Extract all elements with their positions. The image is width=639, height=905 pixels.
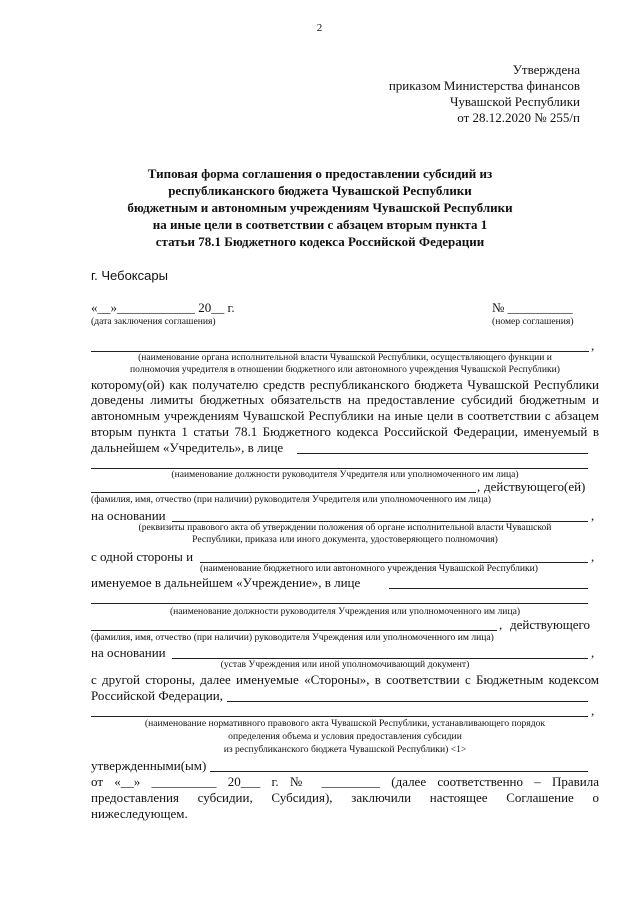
law-line [227, 701, 588, 702]
date-field: «__»____________ 20__ г. [91, 300, 235, 315]
founder-fullname-line [91, 492, 476, 493]
founder-person-line [297, 453, 588, 454]
inst-position-caption: (наименование должности руководителя Учреждения или уполномоченного им лица) [169, 606, 521, 617]
institution-named: именуемое в дальнейшем «Учреждение», в лице [91, 575, 361, 590]
approval-line-4: от 28.12.2020 № 255/п [457, 110, 580, 125]
para1-line-1: которому(ой) как получателю средств республиканского бюджета Чувашской Республики [91, 377, 599, 392]
approval-line-1: Утверждена [512, 62, 580, 77]
founder-fullname-caption: (фамилия, имя, отчество (при наличии) руководителя Учредителя или уполномоченного им лица) [91, 494, 491, 505]
npa-caption-3: из республиканского бюджета Чувашской Республики) <1> [223, 744, 467, 755]
founder-caption-2: полномочия учредителя в отношении бюджетного или автономного учреждения Чувашской Республики) [130, 364, 560, 375]
date-caption: (дата заключения соглашения) [91, 316, 216, 327]
approval-line-3: Чувашской Республики [449, 94, 580, 109]
inst-fullname-line [91, 630, 497, 631]
one-side-label: с одной стороны и [91, 549, 194, 564]
on-basis-label: на основании [91, 508, 166, 523]
founder-position-caption: (наименование должности руководителя Учредителя или уполномоченного им лица) [171, 469, 519, 480]
acting-founder: действующего(ей) [484, 479, 586, 494]
final-line-3: нижеследующем. [91, 806, 188, 821]
final-line-1: от «__» __________ 20___ г. № _________ (далее соответственно – Правила [91, 774, 599, 789]
inst-fullname-caption: (фамилия, имя, отчество (при наличии) руководителя Учреждения или уполномоченного им лица) [91, 632, 494, 643]
comma: , [591, 645, 595, 660]
charter-caption: (устав Учреждения или иной уполномочивающий документ) [220, 659, 470, 670]
npa-caption-1: (наименование нормативного правового акта Чувашской Республики, устанавливающего порядок [144, 718, 546, 729]
inst-position-line [91, 603, 588, 604]
comma: , [499, 617, 503, 632]
title-line-3: бюджетным и автономным учреждениям Чувашской Республики [127, 200, 513, 215]
comma: , [591, 338, 595, 353]
acting-inst: действующего [510, 617, 590, 632]
title-line-2: республиканского бюджета Чувашской Республики [168, 183, 472, 198]
comma: , [591, 703, 595, 718]
page-number: 2 [316, 22, 323, 34]
para1-line-2: доведены лимиты бюджетных обязательств на предоставление субсидий бюджетным и [91, 392, 599, 407]
final-line-2: предоставления субсидии, Субсидия), заключили настоящее Соглашение о [91, 790, 599, 805]
document-title [120, 165, 520, 250]
para1-line-4: вторым пункта 1 статьи 78.1 Бюджетного кодекса Российской Федерации, именуемый в [91, 424, 599, 439]
institution-caption: (наименование бюджетного или автономного учреждения Чувашской Республики) [200, 563, 538, 574]
approval-stamp [380, 62, 580, 126]
on-basis-label: на основании [91, 645, 166, 660]
para1-line-3: автономным учреждениям Чувашской Республики на иные цели в соответствии с абзацем [91, 408, 599, 423]
founder-caption-1: (наименование органа исполнительной власти Чувашской Республики, осуществляющего функции и [138, 352, 552, 363]
comma: , [591, 508, 595, 523]
city: г. Чебоксары [91, 268, 168, 283]
comma: , [477, 479, 481, 494]
npa-caption-2: определения объема и условия предоставления субсидии [228, 731, 462, 742]
para2-line-2: Российской Федерации, [91, 688, 223, 703]
comma: , [591, 549, 595, 564]
founder-basis-caption-1: (реквизиты правового акта об утверждении положения об органе исполнительной власти Чувашской [138, 522, 552, 533]
title-line-1: Типовая форма соглашения о предоставлении субсидий из [147, 166, 493, 181]
approved-line [210, 771, 588, 772]
para2-line-1: с другой стороны, далее именуемые «Стороны», в соответствии с Бюджетным кодексом [91, 672, 599, 687]
para1-line-5: дальнейшем «Учредитель», в лице [91, 440, 284, 455]
founder-basis-caption-2: Республики, приказа или иного документа, удостоверяющего полномочия) [192, 534, 498, 545]
number-field: № __________ [492, 300, 573, 315]
number-caption: (номер соглашения) [492, 316, 574, 327]
approval-line-2: приказом Министерства финансов [388, 78, 580, 93]
title-line-4: на иные цели в соответствии с абзацем вторым пункта 1 [152, 217, 488, 232]
inst-person-line [389, 588, 588, 589]
title-line-5: статьи 78.1 Бюджетного кодекса Российской Федерации [155, 234, 485, 249]
npa-line [91, 716, 588, 717]
approved-label: утвержденными(ым) [91, 758, 207, 773]
